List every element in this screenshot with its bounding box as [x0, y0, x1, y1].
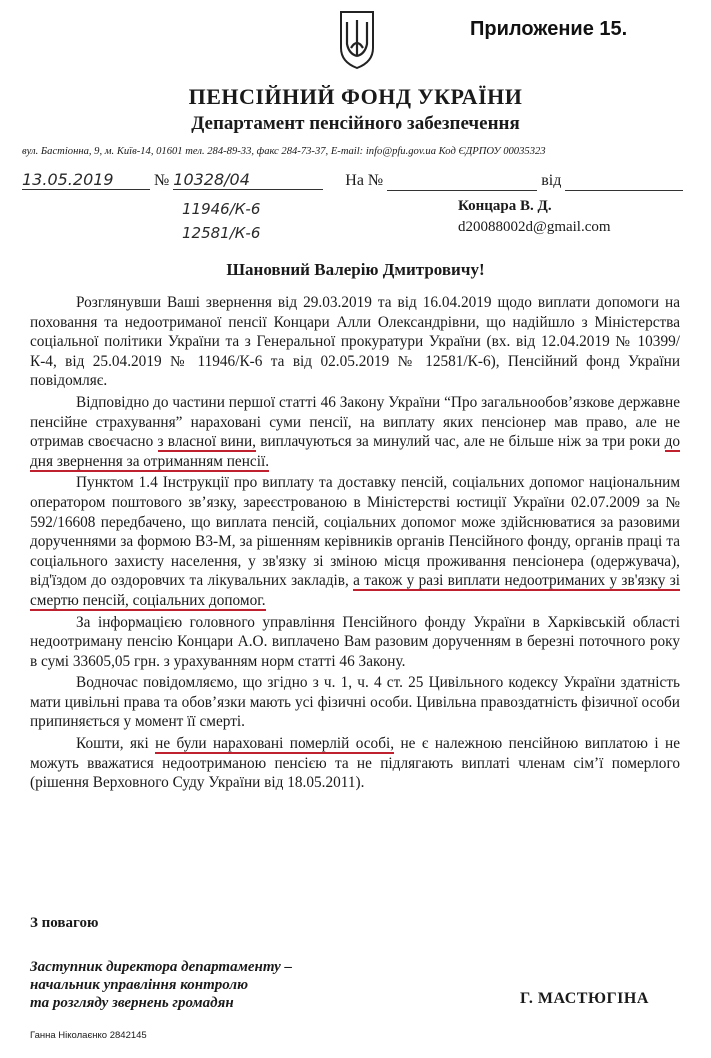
executor-info: Ганна Ніколаєнко 2842145	[30, 1030, 147, 1041]
handwritten-ref-2: 12581/К-6	[182, 224, 261, 242]
handwritten-ref-1: 11946/К-6	[182, 200, 261, 218]
highlighted-phrase: з власної вини,	[157, 433, 256, 451]
recipient-name: Концара В. Д.	[458, 198, 552, 214]
registration-date: 13.05.2019	[22, 170, 150, 190]
trident-emblem-icon	[337, 8, 377, 70]
department-name: Департамент пенсійного забезпечення	[191, 113, 520, 134]
registration-line	[22, 170, 683, 191]
paragraph: Водночас повідомляємо, що згідно з ч. 1, ч. 4 ст. 25 Цивільного кодексу України здатність мати цивільні права та обов’язки мають усі фізичні особи. Цивільна правоздатність фізичної особи припиняється у момент її смерті.	[30, 674, 680, 731]
from-label: від	[541, 172, 562, 189]
highlighted-phrase: а також у разі виплати недоотриманих у зв'язку зі смертю пенсій, соціальних допомог.	[30, 572, 680, 609]
paragraph: Кошти, які не були нараховані померлій особі, не є належною пенсійною виплатою і не можуть вважатися недоотриманою пенсією та не підлягають виплаті членам сім’ї померлого (рішення Верховного Суду України від 18.05.2011).	[30, 735, 680, 792]
salutation: Шановний Валерію Дмитровичу!	[226, 260, 485, 279]
paragraph: Відповідно до частини першої статті 46 Закону України “Про загальнообов’язкове державне пенсійне страхування” нараховані суми пенсії, на виплату яких пенсіонер мав право, але не отримав своєчасно з власної вини, виплачуються за минулий час, але не більше ніж за три роки до дня звернення за отриманням пенсії.	[30, 393, 680, 470]
appendix-label: Приложение 15.	[470, 18, 628, 40]
in-reply-label: На №	[345, 172, 384, 189]
from-field	[565, 172, 683, 191]
paragraph: Розглянувши Ваші звернення від 29.03.2019 та від 16.04.2019 щодо виплати допомоги на поховання та недоотриманої пенсії Концари Алли Олександрівни, що надійшло з Міністерства соціальної політики України та з Генеральної прокуратури України (вх. від 12.04.2019 № 10399/К-4, від 25.04.2019 № 11946/К-6 та від 02.05.2019 № 12581/К-6), Пенсійний фонд України повідомляє.	[30, 294, 680, 390]
signatory-name: Г. МАСТЮГІНА	[520, 990, 649, 1007]
paragraph: Пунктом 1.4 Інструкції про виплату та доставку пенсій, соціальних допомог національним оператором поштового зв’язку, зареєстрованою в Міністерстві юстиції України 02.07.2009 за № 592/16608 передбачено, що виплата пенсій, соціальних допомог може здійснюватися за разовими дорученнями за формою В3-М, за рішенням керівників органів Пенсійного фонду, органів праці та соціального захисту населення, у зв'язку зі зміною місця проживання пенсіонера (одержувача), від'їздом до оздоровчих та лікувальних закладів, а також у разі виплати недоотриманих у зв'язку зі смертю пенсій, соціальних допомог.	[30, 474, 680, 609]
address-line: вул. Бастіонна, 9, м. Київ-14, 01601 тел. 284-89-33, факс 284-73-37, E-mail: info@pfu.gov.ua Код ЄДРПОУ 00035323	[22, 146, 546, 157]
signatory-title: Заступник директора департаменту – начальник управління контролю та розгляду звернень громадян	[30, 959, 293, 1011]
organization-name: ПЕНСІЙНИЙ ФОНД УКРАЇНИ	[188, 84, 523, 109]
paragraph: За інформацією головного управління Пенсійного фонду України в Харківській області недоотриману пенсію Концари А.О. виплачено Вам разовим дорученням в березні поточного року в сумі 33605,05 грн. з урахуванням норм статті 46 Закону.	[30, 613, 680, 670]
highlighted-phrase: не були нараховані померлій особі,	[155, 735, 395, 753]
number-prefix: №	[154, 172, 170, 189]
closing: З повагою	[30, 915, 99, 931]
registration-number: 10328/04	[173, 170, 323, 190]
letter-body	[30, 293, 680, 795]
highlighted-phrase: до дня звернення за отриманням пенсії.	[30, 433, 680, 470]
in-reply-field	[387, 172, 537, 191]
recipient-email: d20088002d@gmail.com	[458, 219, 611, 235]
